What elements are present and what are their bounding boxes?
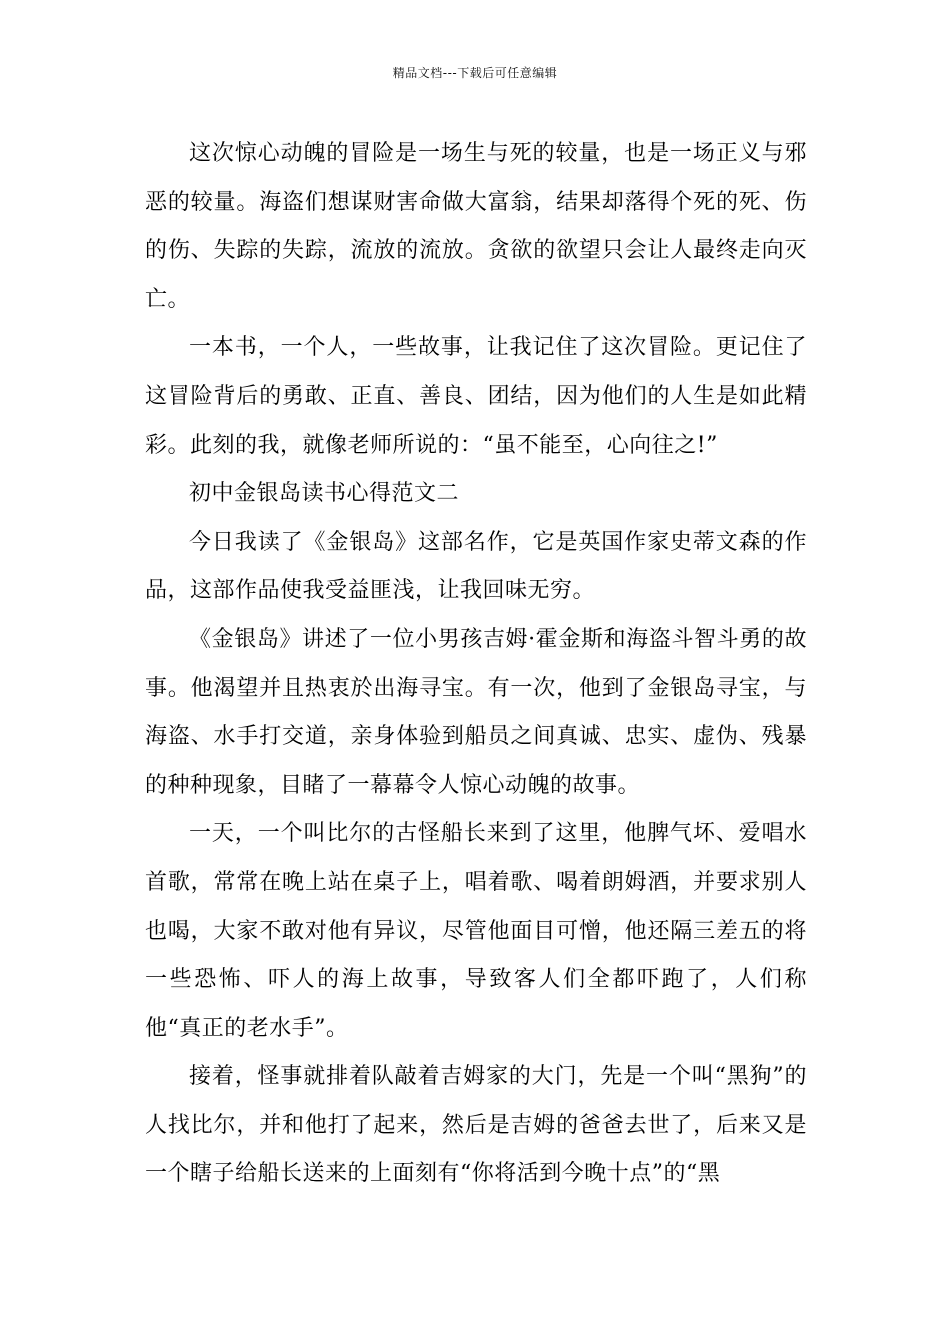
document-body <box>145 130 807 1199</box>
paragraph-3: 今日我读了《金银岛》这部名作，它是英国作家史蒂文森的作品，这部作品使我受益匪浅，让我回味无穷。 <box>145 529 807 604</box>
paragraph-4: 《金银岛》讲述了一位小男孩吉姆·霍金斯和海盗斗智斗勇的故事。他渴望并且热衷於出海寻宝。有一次，他到了金银岛寻宝，与海盗、水手打交道，亲身体验到船员之间真诚、忠实、虚伪、残暴的种种现象，目睹了一幕幕令人惊心动魄的故事。 <box>145 626 807 798</box>
paragraph-2: 一本书，一个人，一些故事，让我记住了这次冒险。更记住了这冒险背后的勇敢、正直、善良、团结，因为他们的人生是如此精彩。此刻的我，就像老师所说的：“虽不能至，心向往之!” <box>145 335 807 458</box>
section-title: 初中金银岛读书心得范文二 <box>189 481 460 507</box>
paragraph-6: 接着，怪事就排着队敲着吉姆家的大门，先是一个叫“黑狗”的人找比尔，并和他打了起来，然后是吉姆的爸爸去世了，后来又是一个瞎子给船长送来的上面刻有“你将活到今晚十点”的“黑 <box>145 1064 807 1187</box>
page-header: 精品文档---下载后可任意编辑 <box>392 66 558 80</box>
paragraph-5: 一天，一个叫比尔的古怪船长来到了这里，他脾气坏、爱唱水首歌，常常在晚上站在桌子上，唱着歌、喝着朗姆酒，并要求别人也喝，大家不敢对他有异议，尽管他面目可憎，他还隔三差五的将一些恐怖、吓人的海上故事，导致客人们全都吓跑了，人们称他“真正的老水手”。 <box>145 821 807 1041</box>
paragraph-1: 这次惊心动魄的冒险是一场生与死的较量，也是一场正义与邪恶的较量。海盗们想谋财害命做大富翁，结果却落得个死的死、伤的伤、失踪的失踪，流放的流放。贪欲的欲望只会让人最终走向灭亡。 <box>145 141 807 312</box>
